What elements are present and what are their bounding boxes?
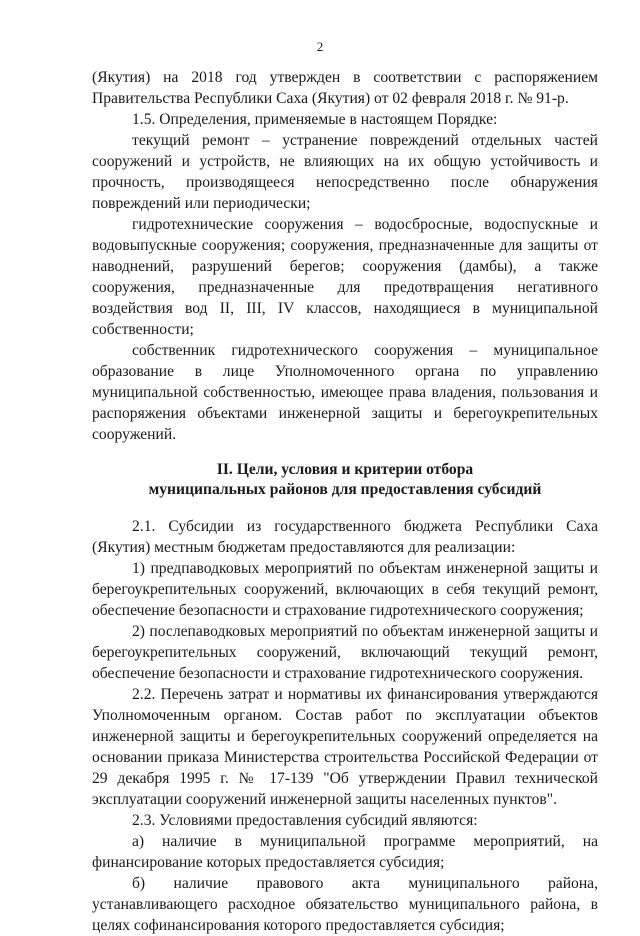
list-item-post-flood: 2) послепаводковых мероприятий по объектам инженерной защиты и берегоукрепительных сооружений, включающий текущий ремонт, обеспечение безопасности и страхование гидротехнического сооружения.	[92, 623, 598, 682]
page-number: 2	[316, 39, 324, 54]
paragraph-2-3: 2.3. Условиями предоставления субсидий являются:	[132, 812, 478, 829]
list-item-pre-flood: 1) предпаводковых мероприятий по объектам инженерной защиты и берегоукрепительных сооружений, включающих в себя текущий ремонт, обеспечение безопасности и страхование гидротехнического сооружения;	[92, 560, 598, 619]
paragraph-approval: (Якутия) на 2018 год утвержден в соответствии с распоряжением Правительства Республики Саха (Якутия) от 02 февраля 2018 г. № 91-р.	[92, 69, 598, 107]
definition-hydraulic-structures: гидротехнические сооружения – водосбросные, водоспускные и водовыпускные сооружения; сооружения, предназначенные для защиты от наводнений, разрушений берегов; сооружения (дамбы), а также сооружения, предназначенные для предотвращения негативного воздействия вод II, III, IV классов, находящиеся в муниципальной собственности;	[92, 216, 598, 338]
paragraph-definitions-intro: 1.5. Определения, применяемые в настоящем Порядке:	[132, 111, 498, 128]
paragraph-2-2: 2.2. Перечень затрат и нормативы их финансирования утверждаются Уполномоченным органом. Состав работ по эксплуатации объектов инженерной защиты и берегоукрепительных сооружений определяется на основании приказа Министерства строительства Российской Федерации от 29 декабря 1995 г. № 17-139 "Об утверждении Правил технической эксплуатации сооружений инженерной защиты населенных пунктов".	[92, 686, 598, 808]
document-body	[92, 67, 598, 936]
section-title-line-1: II. Цели, условия и критерии отбора	[216, 461, 474, 478]
paragraph-2-1: 2.1. Субсидии из государственного бюджета Республики Саха (Якутия) местным бюджетам предоставляются для реализации:	[92, 518, 598, 556]
section-title-line-2: муниципальных районов для предоставления субсидий	[148, 481, 542, 498]
condition-a: а) наличие в муниципальной программе мероприятий, на финансирование которых предоставляется субсидия;	[92, 833, 598, 871]
definition-current-repair: текущий ремонт – устранение повреждений отдельных частей сооружений и устройств, не влияющих на их общую устойчивость и прочность, производящееся непосредственно после обнаружения повреждений или периодически;	[92, 132, 598, 212]
section-heading	[92, 460, 598, 500]
definition-owner: собственник гидротехнического сооружения – муниципальное образование в лице Уполномоченного органа по управлению муниципальной собственностью, имеющее права владения, пользования и распоряжения объектами инженерной защиты и берегоукрепительных сооружений.	[92, 342, 598, 443]
condition-b: б) наличие правового акта муниципального района, устанавливающего расходное обязательство муниципального района, в целях софинансирования которого предоставляется субсидия;	[92, 875, 598, 934]
